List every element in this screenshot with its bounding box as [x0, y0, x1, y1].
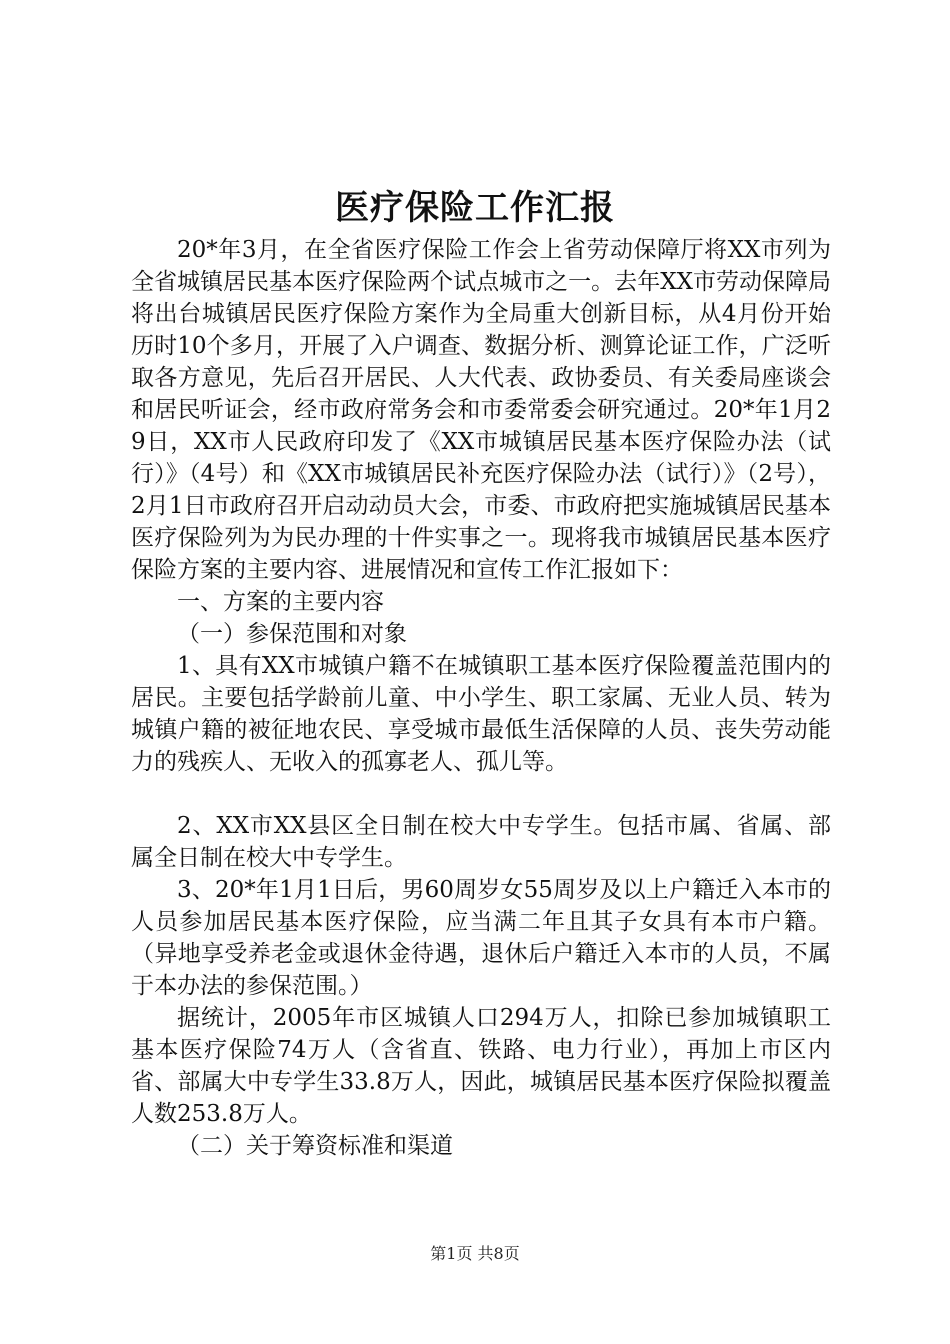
statistics-paragraph: 据统计，2005年市区城镇人口294万人，扣除已参加城镇职工基本医疗保险74万人（含省直、铁路、电力行业），再加上市区内省、部属大中专学生33.8万人，因此，城镇居民基本医疗保险拟覆盖人数253.8万人。 — [131, 1005, 831, 1127]
page-number-footer: 第1页 共8页 — [430, 1244, 520, 1263]
document-title: 医疗保险工作汇报 — [335, 188, 615, 228]
subsection-heading-1: （一）参保范围和对象 — [177, 621, 407, 647]
scope-item-3: 3、20*年1月1日后，男60周岁女55周岁及以上户籍迁入本市的人员参加居民基本医疗保险，应当满二年且其子女具有本市户籍。（异地享受养老金或退休金待遇，退休后户籍迁入本市的人员，不属于本办法的参保范围。） — [131, 877, 831, 999]
scope-item-1: 1、具有XX市城镇户籍不在城镇职工基本医疗保险覆盖范围内的居民。主要包括学龄前儿童、中小学生、职工家属、无业人员、转为城镇户籍的被征地农民、享受城市最低生活保障的人员、丧失劳动能力的残疾人、无收入的孤寡老人、孤儿等。 — [131, 653, 831, 775]
subsection-heading-2: （二）关于筹资标准和渠道 — [177, 1133, 453, 1159]
document-body — [131, 234, 831, 1162]
blank-line — [131, 778, 831, 810]
scope-item-2: 2、XX市XX县区全日制在校大中专学生。包括市属、省属、部属全日制在校大中专学生。 — [131, 813, 831, 871]
intro-paragraph: 20*年3月，在全省医疗保险工作会上省劳动保障厅将XX市列为全省城镇居民基本医疗保险两个试点城市之一。去年XX市劳动保障局将出台城镇居民医疗保险方案作为全局重大创新目标，从4月份开始历时10个多月，开展了入户调查、数据分析、测算论证工作，广泛听取各方意见，先后召开居民、人大代表、政协委员、有关委局座谈会和居民听证会，经市政府常务会和市委常委会研究通过。20*年1月29日，XX市人民政府印发了《XX市城镇居民基本医疗保险办法（试行）》（4号）和《XX市城镇居民补充医疗保险办法（试行）》（2号），2月1日市政府召开启动动员大会，市委、市政府把实施城镇居民基本医疗保险列为为民办理的十件实事之一。现将我市城镇居民基本医疗保险方案的主要内容、进展情况和宣传工作汇报如下： — [131, 237, 831, 583]
section-heading-1: 一、方案的主要内容 — [177, 589, 384, 615]
